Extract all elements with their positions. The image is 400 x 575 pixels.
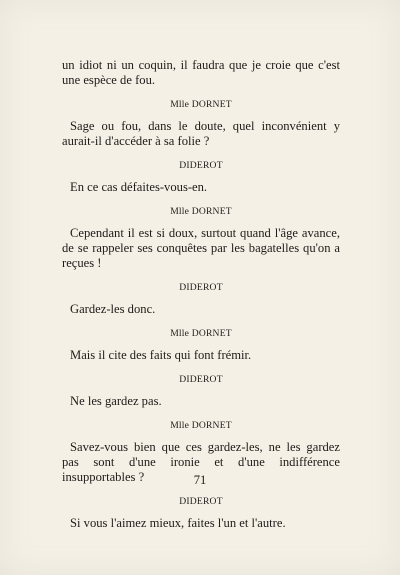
dialogue-line: Cependant il est si doux, surtout quand l'âge avance, de se rappeler ses conquêtes par les bagatelles qu'on a reçues ! xyxy=(62,226,340,270)
speaker-name: DIDEROT xyxy=(179,496,223,507)
dialogue-line: Gardez-les donc. xyxy=(70,302,156,316)
speaker-name: DIDEROT xyxy=(179,282,223,293)
page-number: 71 xyxy=(193,473,207,487)
dialogue-line: En ce cas défaites-vous-en. xyxy=(70,180,208,194)
speaker-name: Mlle DORNET xyxy=(170,206,232,217)
dialogue-line: Savez-vous bien que ces gardez-les, ne les gardez pas sont d'une ironie et d'une indifférence insupportables ? xyxy=(62,440,340,484)
speaker-name: Mlle DORNET xyxy=(170,328,232,339)
speaker-name: DIDEROT xyxy=(179,374,223,385)
dialogue-line: Ne les gardez pas. xyxy=(70,394,162,408)
dialogue-line: un idiot ni un coquin, il faudra que je croie que c'est une espèce de fou. xyxy=(62,58,340,87)
dialogue-line: Si vous l'aimez mieux, faites l'un et l'autre. xyxy=(70,516,286,530)
dialogue-line: Mais il cite des faits qui font frémir. xyxy=(70,348,252,362)
speaker-name: Mlle DORNET xyxy=(170,420,232,431)
dialogue-line: Sage ou fou, dans le doute, quel inconvénient y aurait-il d'accéder à sa folie ? xyxy=(62,119,340,148)
dialogue-text xyxy=(62,58,340,531)
speaker-name: DIDEROT xyxy=(179,160,223,171)
speaker-name: Mlle DORNET xyxy=(170,99,232,110)
